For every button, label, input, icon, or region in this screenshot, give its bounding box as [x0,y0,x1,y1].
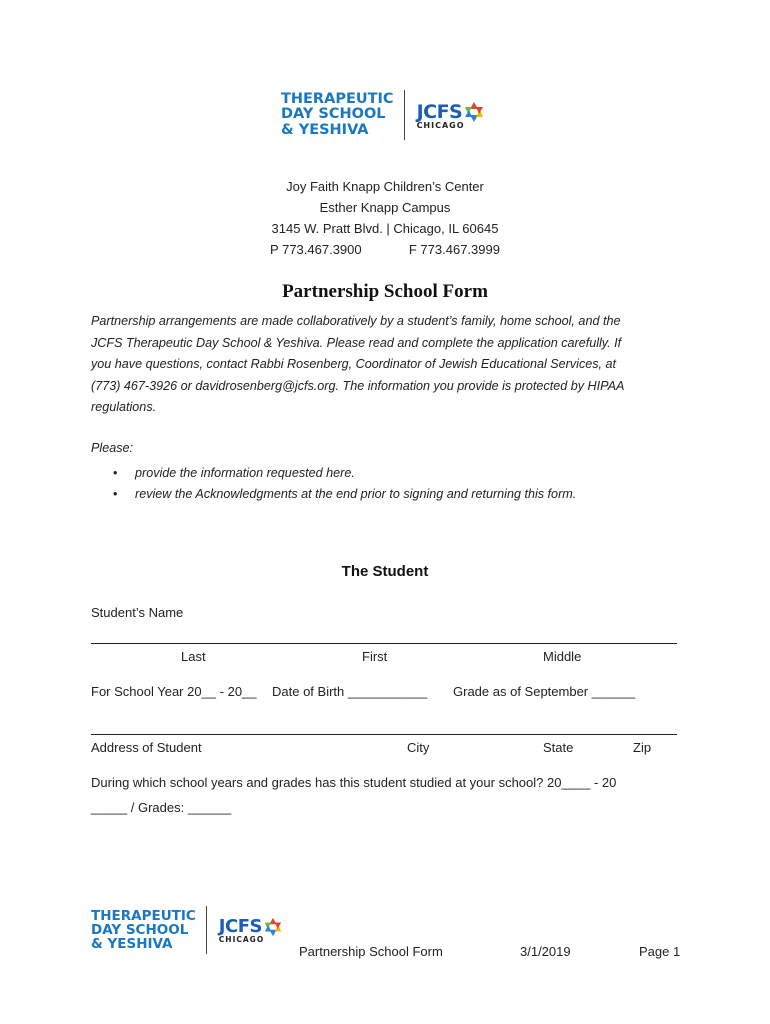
school-line-2: DAY SCHOOL [91,921,189,938]
address-caption: Address of Student [91,740,202,755]
school-line-3: & YESHIVA [91,936,173,953]
section-heading-student: The Student [341,563,429,580]
school-wordmark [91,909,196,952]
header-logo [281,90,485,140]
chicago-wordmark: CHICAGO [416,120,465,130]
school-line-1: THERAPEUTIC [91,907,196,924]
footer-form-name: Partnership School Form [299,944,443,959]
intro-line: JCFS Therapeutic Day School & Yeshiva. Please read and complete the application carefully. If [91,335,622,350]
studied-grades-field[interactable]: _____ / Grades: ______ [91,800,232,815]
instruction-list [113,463,576,505]
school-line-3: & YESHIVA [281,121,369,138]
list-item: • provide the information requested here. [113,463,576,484]
address-line-2: Esther Knapp Campus [319,200,451,215]
intro-line: regulations. [91,400,157,414]
logo-divider [404,90,405,140]
middle-name-caption: Middle [543,649,582,664]
state-caption: State [543,740,574,755]
logo-divider [206,906,207,954]
star-icon [263,917,283,937]
grade-september-field[interactable]: Grade as of September ______ [453,684,636,699]
address-line-3: 3145 W. Pratt Blvd. | Chicago, IL 60645 [271,221,499,236]
first-name-caption: First [362,649,388,664]
bullet-icon: • [113,487,118,501]
studied-years-field[interactable]: During which school years and grades has this student studied at your school? 20____ - 20 [91,775,617,790]
date-of-birth-field[interactable]: Date of Birth ___________ [272,684,428,699]
student-name-field[interactable] [91,643,677,644]
intro-line: you have questions, contact Rabbi Rosenberg, Coordinator of Jewish Educational Services, at [91,357,617,371]
bullet-icon: • [113,466,118,480]
jcfs-wordmark: JCFS [218,916,262,937]
school-line-2: DAY SCHOOL [281,106,386,123]
please-label: Please: [91,441,134,455]
intro-paragraph [91,311,691,419]
school-line-1: THERAPEUTIC [281,91,394,108]
address-block [0,176,770,260]
footer-page-number: Page 1 [639,944,681,959]
page-title: Partnership School Form [282,281,488,302]
footer-date: 3/1/2019 [520,944,571,959]
chicago-wordmark: CHICAGO [218,935,265,944]
jcfs-logo [219,916,283,944]
school-wordmark [281,92,394,138]
list-item: • review the Acknowledgments at the end prior to signing and returning this form. [113,484,576,505]
zip-caption: Zip [633,740,652,755]
last-name-caption: Last [181,649,206,664]
intro-line: (773) 467-3926 or davidrosenberg@jcfs.org. The information you provide is protected by HIPAA [91,378,625,393]
jcfs-logo [417,101,486,130]
star-icon [463,101,485,123]
school-year-field[interactable]: For School Year 20__ - 20__ [91,684,257,699]
footer-logo [91,906,283,954]
address-line-1: Joy Faith Knapp Children’s Center [286,179,484,194]
address-field[interactable] [91,734,677,735]
jcfs-wordmark: JCFS [416,100,463,123]
intro-line: Partnership arrangements are made collaboratively by a student’s family, home school, and the [91,314,621,328]
phone-fax-row [0,239,770,260]
phone-number: P 773.467.3900 [270,242,362,257]
fax-number: F 773.467.3999 [408,242,500,257]
student-name-label: Student’s Name [91,605,184,620]
city-caption: City [407,740,430,755]
